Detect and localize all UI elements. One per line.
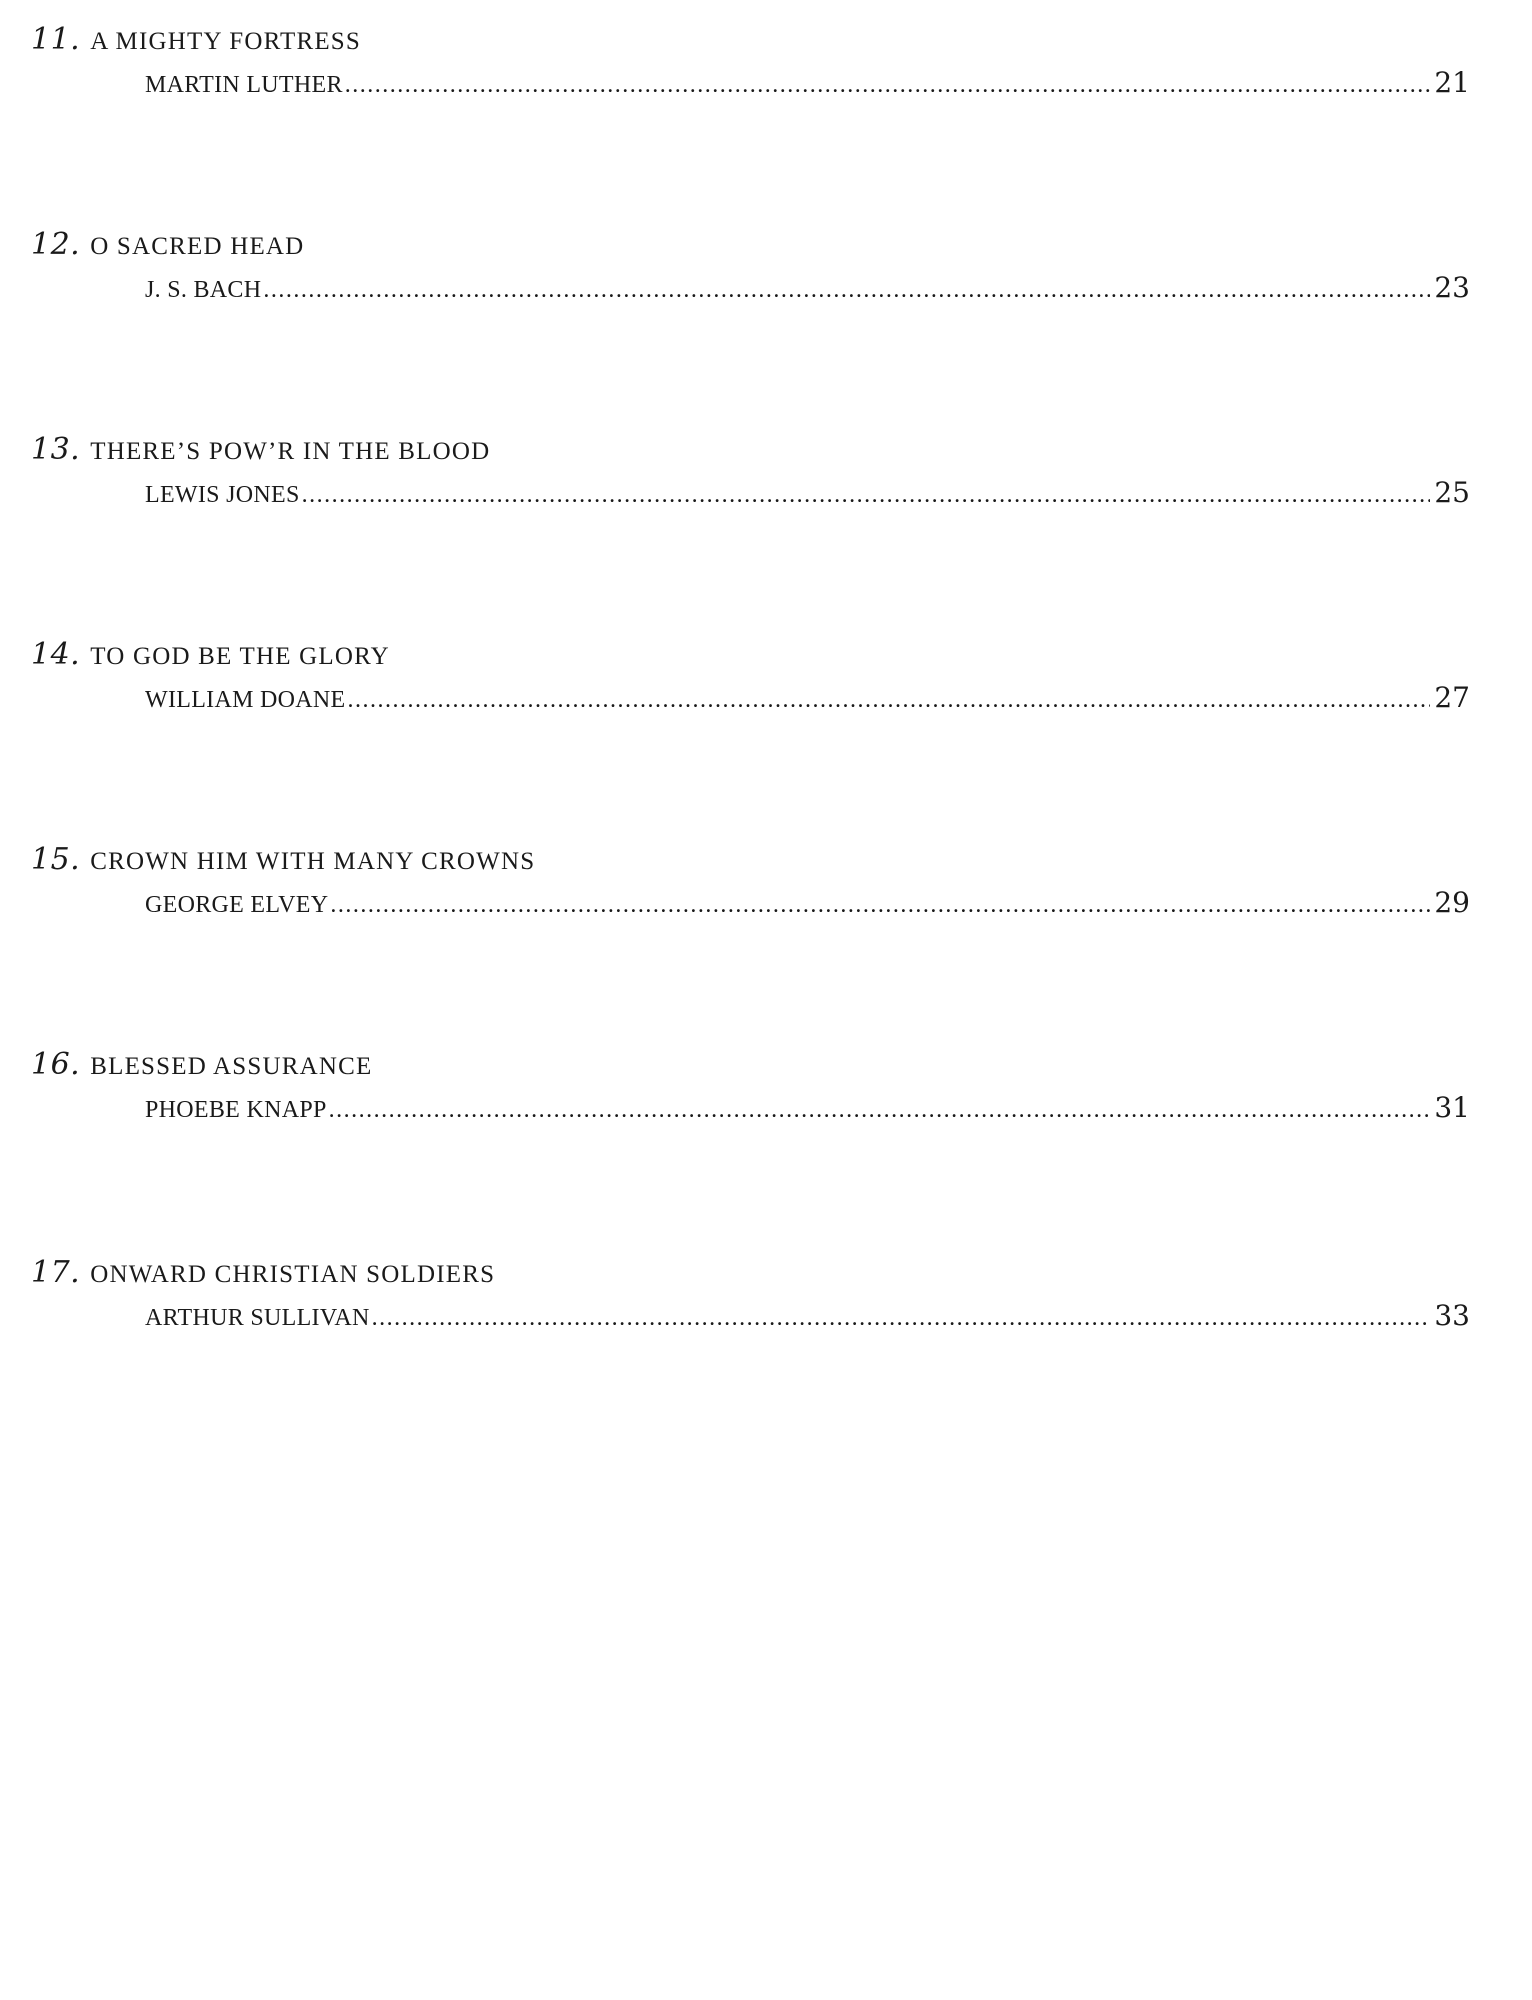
- toc-entry: [0, 1255, 1532, 1375]
- entry-leader-line: [145, 1091, 1470, 1124]
- entry-number: 12.: [31, 227, 81, 262]
- dot-leader: [329, 1097, 1431, 1124]
- dot-leader: [302, 482, 1431, 509]
- dot-leader: [348, 687, 1431, 714]
- composer-name: J. S. BACH: [145, 277, 262, 303]
- composer-name: GEORGE ELVEY: [145, 892, 329, 918]
- entry-leader-line: [145, 271, 1470, 304]
- dot-leader: [372, 1305, 1431, 1332]
- song-title: TO GOD BE THE GLORY: [90, 643, 390, 670]
- composer-name: PHOEBE KNAPP: [145, 1097, 327, 1123]
- entry-number: 16.: [31, 1047, 81, 1082]
- entry-number: 14.: [31, 637, 81, 672]
- song-title: ONWARD CHRISTIAN SOLDIERS: [90, 1261, 496, 1288]
- dot-leader: [330, 892, 1430, 919]
- entry-heading: [31, 637, 390, 672]
- entry-number: 17.: [31, 1255, 81, 1290]
- entry-heading: [31, 22, 361, 57]
- entry-leader-line: [145, 886, 1470, 919]
- entry-leader-line: [145, 681, 1470, 714]
- page-number: 23: [1434, 271, 1470, 304]
- page-number: 21: [1434, 66, 1470, 99]
- toc-entry: [0, 1047, 1532, 1167]
- composer-name: ARTHUR SULLIVAN: [145, 1305, 370, 1331]
- page-number: 33: [1434, 1299, 1470, 1332]
- song-title: O SACRED HEAD: [90, 233, 305, 260]
- page-number: 31: [1434, 1091, 1470, 1124]
- composer-name: LEWIS JONES: [145, 482, 300, 508]
- entry-heading: [31, 1047, 372, 1082]
- entry-number: 13.: [31, 432, 81, 467]
- song-title: BLESSED ASSURANCE: [90, 1053, 373, 1080]
- page-number: 25: [1434, 476, 1470, 509]
- entry-heading: [31, 1255, 495, 1290]
- dot-leader: [345, 72, 1431, 99]
- toc-entry: [0, 22, 1532, 142]
- page-number: 29: [1434, 886, 1470, 919]
- entry-heading: [31, 432, 490, 467]
- entry-heading: [31, 842, 535, 877]
- song-title: THERE’S POW’R IN THE BLOOD: [90, 438, 491, 465]
- composer-name: WILLIAM DOANE: [145, 687, 346, 713]
- entry-number: 11.: [31, 22, 81, 57]
- toc-entry: [0, 432, 1532, 552]
- entry-number: 15.: [31, 842, 81, 877]
- toc-entry: [0, 842, 1532, 962]
- composer-name: MARTIN LUTHER: [145, 72, 343, 98]
- song-title: A MIGHTY FORTRESS: [90, 28, 362, 55]
- song-title: CROWN HIM WITH MANY CROWNS: [90, 848, 536, 875]
- toc-entry: [0, 227, 1532, 347]
- entry-leader-line: [145, 66, 1470, 99]
- entry-leader-line: [145, 476, 1470, 509]
- entry-leader-line: [145, 1299, 1470, 1332]
- toc-entry: [0, 637, 1532, 757]
- dot-leader: [263, 277, 1430, 304]
- page-number: 27: [1434, 681, 1470, 714]
- entry-heading: [31, 227, 304, 262]
